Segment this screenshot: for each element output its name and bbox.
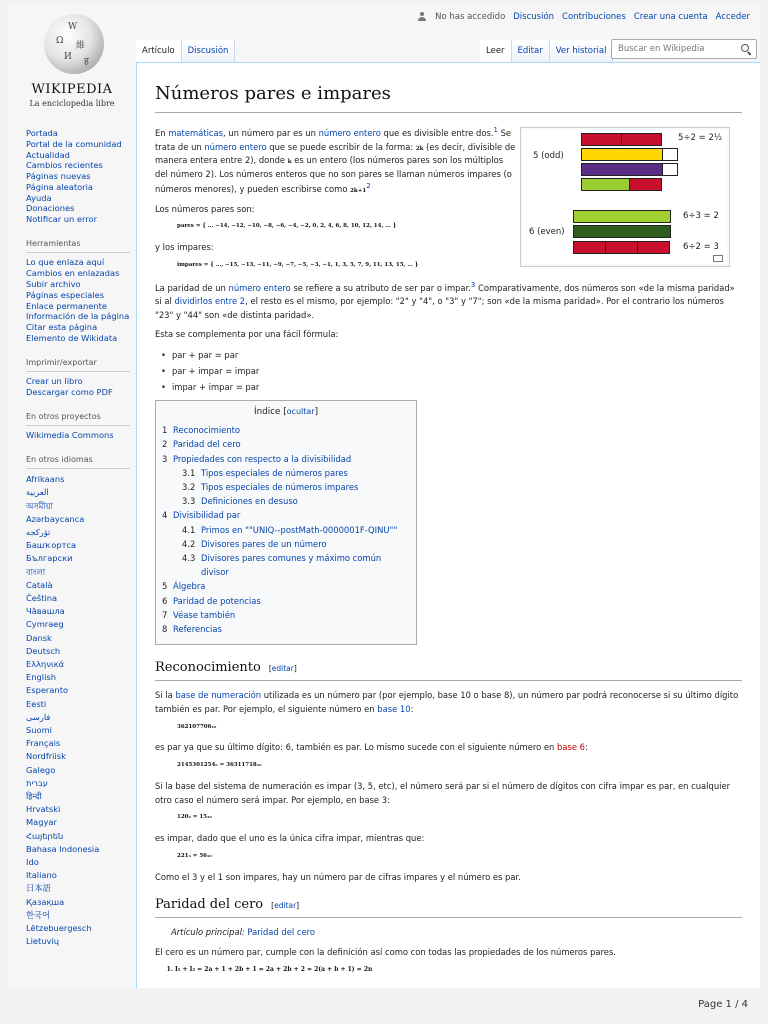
tab-history[interactable]: Ver historial (550, 40, 614, 62)
sidebar-language-item[interactable]: Lëtzebuergesch (26, 923, 92, 934)
toc-number: 1 (162, 425, 168, 436)
sidebar-language-item[interactable]: Čeština (26, 593, 58, 604)
toc-label[interactable]: Primos en ""UNIQ--postMath-0000001F-QINU"" (201, 524, 398, 535)
toc-label[interactable]: Referencias (173, 624, 222, 635)
page-title: Números pares e impares (155, 79, 742, 113)
impares-formula: impares = { …, −15, −13, −11, −9, −7, −5, −3, −1, 1, 3, 5, 7, 9, 11, 13, 15, … } (177, 261, 419, 268)
figure-cell (581, 178, 630, 191)
toc-label[interactable]: Divisores pares de un número (201, 538, 327, 549)
figure-cell (629, 178, 662, 191)
toc-item[interactable] (162, 452, 410, 466)
toc-label[interactable]: Divisores pares comunes y máximo común divisor (201, 553, 382, 578)
figure-bar-row (573, 210, 670, 223)
paridad-paragraph: La paridad de un número entero se refiere a su atributo de ser par o impar.$^3$ Comparativamente, dos números son «de la misma paridad» si al dividirlos entre 2, el resto es el mismo, por ejemplo: "2" y "4", o "3" y "7"; son «de la misma paridad». Por el contrario los números "23" y "44" son «de distinta paridad». (155, 280, 735, 320)
toc-title: Índice [ocultar] (253, 406, 319, 417)
sidebar-language-item[interactable]: العربية (26, 487, 49, 498)
edit-section-link[interactable]: editar (271, 664, 294, 674)
figure-bar-row (581, 133, 661, 146)
sidebar-tools (8, 229, 136, 348)
toc-item[interactable] (162, 594, 410, 608)
list-item: • par + par = par (161, 348, 742, 364)
link-matematicas[interactable]: matemáticas (168, 127, 223, 138)
sidebar-item-cambios[interactable]: Cambios recientes (26, 160, 103, 171)
sidebar-language-item[interactable]: Esperanto (26, 685, 69, 696)
sidebar-language-item[interactable]: Чӑвашла (26, 606, 65, 617)
link-paridad-cero[interactable]: Paridad del cero (247, 927, 316, 938)
math-2k1: 2k+1 (350, 188, 367, 195)
wikipedia-logo[interactable] (8, 6, 136, 124)
sidebar-language-item[interactable]: Azərbaycanca (26, 513, 85, 524)
contributions-link[interactable]: Contribuciones (562, 12, 626, 22)
link-numero-entero-2[interactable]: número entero (204, 141, 267, 152)
sidebar-heading: En otros proyectos (26, 412, 130, 426)
math-2k: 2k (415, 145, 424, 152)
sidebar-language-item[interactable]: Български (26, 553, 73, 564)
sidebar-language-item[interactable]: Nordfriisk (26, 751, 66, 762)
ref-3[interactable]: 3 (470, 280, 476, 289)
search-icon[interactable] (741, 44, 752, 55)
tab-read[interactable]: Leer (480, 40, 512, 62)
toc-item[interactable] (162, 608, 410, 622)
figure-cell (573, 241, 606, 254)
sidebar-item-commons[interactable]: Wikimedia Commons (26, 430, 114, 441)
math-example-2: 2145301254₆ = 36311718₁₀ (177, 762, 262, 769)
tab-article[interactable]: Artículo (136, 40, 182, 62)
figure-label-even: 6 (even) (529, 227, 565, 237)
sec1-paragraph: es impar, dado que el uno es la única cifra impar, mientras que: (155, 833, 425, 844)
sidebar-projects (8, 402, 136, 445)
toc-number: 3.2 (182, 482, 196, 493)
math-example-4: 221₃ = 56₁₀ (177, 852, 212, 859)
search-placeholder: Buscar en Wikipedia (618, 44, 705, 54)
figure-label-odd: 5 (odd) (533, 151, 564, 161)
sidebar-item-portal[interactable]: Portal de la comunidad (26, 138, 122, 149)
sidebar-item-ayuda[interactable]: Ayuda (26, 192, 52, 203)
ref-1[interactable]: 1 (493, 126, 498, 135)
sidebar-item-aleatoria[interactable]: Página aleatoria (26, 181, 93, 192)
figure-cell (573, 210, 671, 223)
sidebar-language-item[interactable]: 日本語 (26, 883, 51, 894)
toc-item[interactable] (162, 551, 410, 579)
figure-bar-row (573, 241, 669, 254)
figure-eq-3: 6÷2 = 3 (683, 242, 719, 252)
sidebar-item-especiales[interactable]: Páginas especiales (26, 289, 105, 300)
math-example-3: 120₃ = 15₁₀ (177, 814, 212, 821)
sidebar-item-nuevas[interactable]: Páginas nuevas (26, 171, 91, 182)
section-heading-reconocimiento: Reconocimiento [editar] (155, 657, 742, 681)
sec2-paragraph: El cero es un número par, cumple con la definición así como con todas las propiedades de los números pares. (155, 946, 616, 957)
sidebar-language-item[interactable]: Қазақша (26, 896, 65, 907)
sidebar-language-item[interactable]: Башҡортса (26, 540, 77, 551)
sidebar-item-permanente[interactable]: Enlace permanente (26, 300, 107, 311)
toc-number: 6 (162, 595, 168, 606)
figure-cell (662, 148, 678, 161)
pares-intro: Los números pares son: (155, 203, 255, 214)
sidebar-language-item[interactable]: Français (26, 738, 61, 749)
view-tabs (480, 40, 613, 62)
sidebar-heading: En otros idiomas (26, 455, 130, 469)
browser-page (8, 6, 760, 988)
figure-cell (581, 148, 663, 161)
sidebar-language-item[interactable]: فارسی (26, 711, 51, 722)
figure-eq-1: 5÷2 = 2½ (678, 133, 723, 143)
intro-paragraph: En matemáticas, un número par es un número entero que es divisible entre dos.$^1$ Se trata de un número entero que se puede escribir de la forma: 2k (es decir, divisible de manera entera entre 2), donde k es un entero (los números pares son los múltiplos del número 2). Los números enteros que no son pares se llaman números impares (o números menores), y pueden escribirse como $2k+1^2$ (155, 126, 516, 195)
toc-item[interactable] (162, 523, 410, 537)
formula-list (161, 348, 742, 396)
sidebar-language-item[interactable]: Hrvatski (26, 804, 61, 815)
sidebar-language-item[interactable]: עברית (26, 777, 48, 788)
toc-item[interactable] (162, 579, 410, 593)
toc-label[interactable]: Definiciones en desuso (201, 496, 298, 507)
sidebar-language-item[interactable]: Cymraeg (26, 619, 64, 630)
enlarge-icon[interactable] (713, 255, 723, 262)
hatnote: Artículo principal: Paridad del cero (171, 927, 316, 938)
link-numero-entero[interactable]: número entero (318, 127, 381, 138)
toc-number: 5 (162, 581, 168, 592)
figure-bar-row (581, 163, 677, 176)
sidebar-language-item[interactable]: Suomi (26, 725, 52, 736)
page-counter: Page 1 / 4 (698, 999, 748, 1010)
figure-bar-row (581, 178, 661, 191)
sidebar-item-wikidata[interactable]: Elemento de Wikidata (26, 332, 118, 343)
sidebar-item-subir[interactable]: Subir archivo (26, 278, 81, 289)
sidebar-print (8, 348, 136, 402)
toc-number: 4.2 (182, 538, 196, 549)
logo-tagline: La enciclopedia libre (29, 99, 115, 108)
sidebar-language-item[interactable]: تۆرکجه (26, 527, 51, 537)
toc-label[interactable]: Álgebra (173, 581, 206, 592)
toc-label[interactable]: Véase también (173, 609, 236, 620)
personal-bar (417, 12, 750, 22)
link-base-numeracion[interactable]: base de numeración (175, 690, 262, 701)
toc-number: 2 (162, 439, 168, 450)
toc-item[interactable] (162, 537, 410, 551)
sidebar-item-donaciones[interactable]: Donaciones (26, 203, 75, 214)
toc-item[interactable] (162, 437, 410, 451)
impares-intro: y los impares: (155, 242, 214, 253)
edit-section-link[interactable]: editar (274, 901, 297, 911)
sidebar-language-item[interactable]: Afrikaans (26, 474, 65, 485)
sidebar-item-portada[interactable]: Portada (26, 128, 58, 138)
toc-number: 4.1 (182, 524, 196, 535)
table-of-contents (155, 400, 417, 645)
toc-number: 7 (162, 609, 168, 620)
login-link[interactable]: Acceder (715, 12, 750, 22)
toc-label[interactable]: Tipos especiales de números pares (201, 467, 348, 478)
sidebar-heading: Imprimir/exportar (26, 358, 130, 372)
toc-label[interactable]: Tipos especiales de números impares (201, 482, 359, 493)
toc-number: 4.3 (182, 553, 196, 564)
toc-number: 4 (162, 510, 168, 521)
personal-discussion-link[interactable]: Discusión (513, 12, 555, 22)
sidebar-item-citar[interactable]: Citar esta página (26, 322, 98, 333)
toc-item[interactable] (162, 423, 410, 437)
toc-list (162, 423, 410, 636)
sidebar-language-item[interactable]: 한국어 (26, 909, 51, 920)
toc-number: 3.1 (182, 467, 196, 478)
toc-number: 8 (162, 624, 168, 635)
sidebar-language-item[interactable]: Deutsch (26, 645, 61, 656)
toc-label[interactable]: Paridad del cero (173, 439, 241, 450)
sidebar-language-item[interactable]: Հայերեն (26, 830, 64, 841)
figure-cell (573, 225, 671, 238)
sidebar-item-enlaza[interactable]: Lo que enlaza aquí (26, 257, 105, 268)
not-logged-in-text: No has accedido (435, 12, 506, 22)
toc-label[interactable]: Paridad de potencias (173, 595, 261, 606)
sec1-paragraph: Como el 3 y el 1 son impares, hay un número par de cifras impares y el número es par. (155, 871, 521, 882)
pares-formula: pares = { … −14, −12, −10, −8, −6, −4, −2, 0, 2, 4, 6, 8, 10, 12, 14, … } (177, 223, 397, 230)
tab-talk[interactable]: Discusión (182, 40, 236, 62)
toc-item[interactable] (162, 508, 410, 522)
sidebar-languages (8, 445, 136, 953)
figure-cell (621, 133, 662, 146)
parity-figure[interactable] (520, 127, 730, 267)
toc-number: 3.3 (182, 496, 196, 507)
sidebar-language-item[interactable]: Dansk (26, 632, 52, 643)
sidebar-language-item[interactable]: অসমীয়া (26, 500, 53, 511)
toc-label[interactable]: Divisibilidad par (173, 510, 241, 521)
figure-cell (637, 241, 670, 254)
search-input[interactable] (611, 39, 757, 59)
toc-label[interactable]: Propiedades con respecto a la divisibilidad (173, 453, 352, 464)
user-icon (417, 12, 427, 22)
sidebar-item-info[interactable]: Información de la página (26, 311, 130, 322)
link-dividirlos[interactable]: dividirlos entre 2 (174, 296, 246, 307)
figure-cell (581, 133, 622, 146)
proof-list (175, 965, 742, 975)
list-item: 1. I₁ + I₂ = 2a + 1 + 2b + 1 = 2a + 2b + 2 = 2(a + b + 1) = 2n (175, 965, 742, 975)
section-heading-paridad-cero: Paridad del cero [editar] (155, 894, 742, 918)
sidebar (8, 124, 136, 953)
figure-eq-2: 6÷3 = 2 (683, 211, 719, 221)
figure-cell (581, 163, 663, 176)
sidebar-language-item[interactable]: Català (26, 579, 53, 590)
toc-hide-link[interactable]: ocultar (286, 406, 315, 416)
sidebar-language-item[interactable]: Lietuvių (26, 936, 60, 947)
sidebar-language-item[interactable]: हिन्दी (26, 791, 42, 802)
sidebar-item-error[interactable]: Notificar un error (26, 214, 98, 225)
link-base-6[interactable]: base 6 (557, 742, 585, 753)
sidebar-item-pdf[interactable]: Descargar como PDF (26, 386, 113, 397)
sidebar-language-item[interactable]: Magyar (26, 817, 57, 828)
toc-item[interactable] (162, 622, 410, 636)
figure-cell (662, 163, 678, 176)
sidebar-heading: Herramientas (26, 239, 130, 253)
puzzle-globe-icon: W Ω 維 И ह (44, 14, 104, 74)
language-list (26, 473, 130, 948)
figure-bar-row (573, 225, 670, 238)
list-item: • impar + impar = par (161, 380, 742, 396)
sidebar-item-actualidad[interactable]: Actualidad (26, 149, 70, 160)
create-account-link[interactable]: Crear una cuenta (633, 12, 708, 22)
math-k: k (287, 159, 292, 166)
toc-label[interactable]: Reconocimiento (173, 425, 241, 436)
sidebar-item-libro[interactable]: Crear un libro (26, 376, 83, 387)
toc-item[interactable] (162, 480, 410, 494)
sidebar-navigation (8, 124, 136, 229)
sidebar-language-item[interactable]: Eesti (26, 698, 47, 709)
sec1-paragraph: Si la base del sistema de numeración es impar (3, 5, etc), el número será par si el número de dígitos con cifra impar es par, en cualquier otro caso el número será impar. Por ejemplo, en base 3: (155, 780, 731, 805)
complement-text: Esta se complementa por una fácil fórmula: (155, 329, 339, 340)
math-example-1: 362107706₁₀ (177, 723, 217, 730)
sidebar-language-item[interactable]: Ελληνικά (26, 659, 65, 670)
link-base-10[interactable]: base 10 (377, 703, 411, 714)
figure-bar-row (581, 148, 677, 161)
list-item: • par + impar = impar (161, 364, 742, 380)
sidebar-language-item[interactable]: Galego (26, 764, 56, 775)
link-numero-entero-3[interactable]: número entero (228, 282, 291, 293)
ref-2[interactable]: 2 (366, 182, 371, 191)
sidebar-language-item[interactable]: Italiano (26, 870, 57, 881)
sidebar-language-item[interactable]: English (26, 672, 56, 683)
sec1-paragraph: es par ya que su último dígito: 6, también es par. Lo mismo sucede con el siguiente número en base 6: (155, 742, 588, 753)
sidebar-item-cambios-enlazadas[interactable]: Cambios en enlazadas (26, 268, 120, 279)
sidebar-language-item[interactable]: Bahasa Indonesia (26, 843, 100, 854)
toc-number: 3 (162, 453, 168, 464)
sidebar-language-item[interactable]: Ido (26, 857, 39, 868)
sidebar-language-item[interactable]: বাংলা (26, 566, 46, 577)
toc-item[interactable] (162, 494, 410, 508)
logo-wordmark: WIKIPEDIA (31, 82, 113, 97)
sec1-paragraph: Si la base de numeración utilizada es un número par (por ejemplo, base 10 o base 8), un número par podrá reconocerse si su último dígito también es par. Por ejemplo, el siguiente número en base 10: (155, 690, 739, 714)
figure-cell (605, 241, 638, 254)
tab-edit[interactable]: Editar (512, 40, 550, 62)
namespace-tabs (136, 40, 235, 62)
toc-item[interactable] (162, 466, 410, 480)
article-content (136, 62, 760, 988)
